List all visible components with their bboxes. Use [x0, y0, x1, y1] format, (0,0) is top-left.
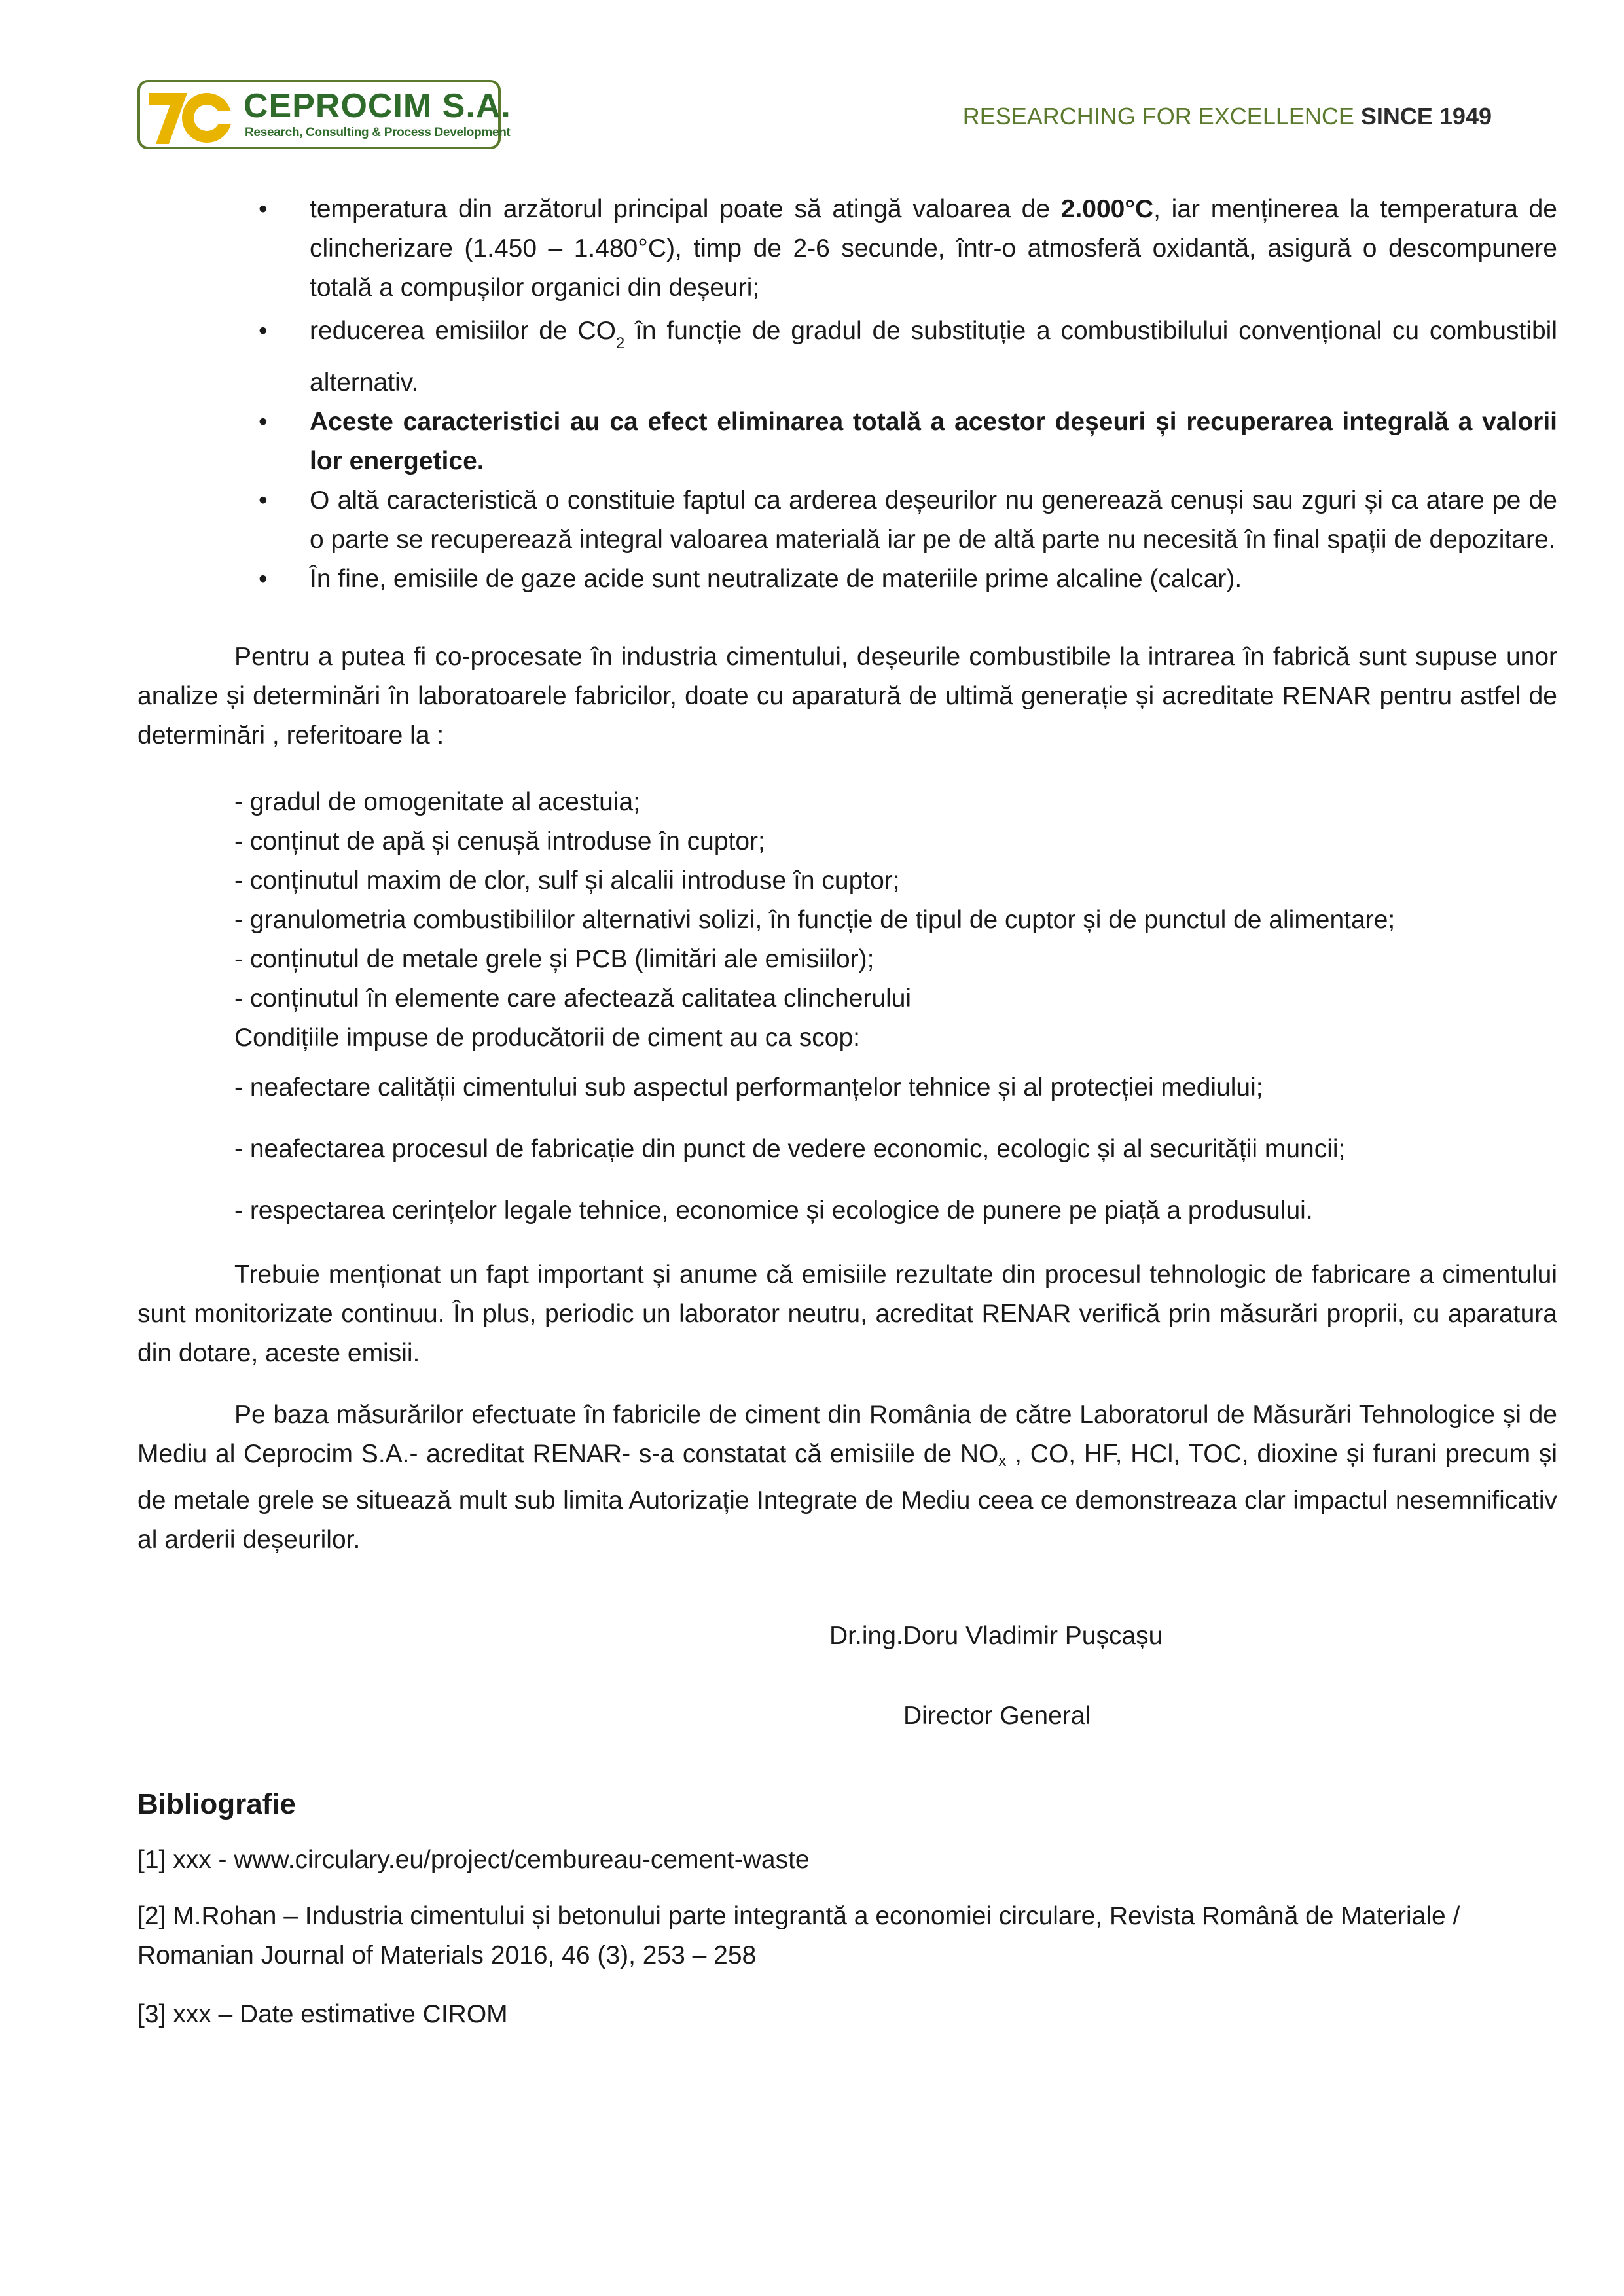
bullet-text: , iar menținerea la temperatura de clincherizare (1.450 – 1.480°C), timp de 2-6 secunde, într-o atmosferă oxidantă, asigură o descompunere totală a compușilor organici din deșeuri; [310, 195, 1557, 302]
bullet-dot: • [259, 565, 268, 593]
list-item: - granulometria combustibililor alternativi solizi, în funcție de tipul de cuptor și de punctul de alimentare; [234, 906, 1396, 934]
bibliography-ref: [1] xxx - www.circulary.eu/project/cembureau-cement-waste [137, 1846, 810, 1874]
signature-name: Dr.ing.Doru Vladimir Pușcașu [829, 1622, 1163, 1650]
paragraph-measurements [137, 1395, 1557, 1560]
list-item: - neafectare calității cimentului sub aspectul performanțelor tehnice și al protecției mediului; [234, 1073, 1263, 1102]
bullet-dot: • [259, 195, 268, 223]
bullet-text: În fine, emisiile de gaze acide sunt neutralizate de materiile prime alcaline (calcar). [310, 565, 1242, 593]
tagline-bold: SINCE 1949 [1360, 103, 1492, 130]
subscript-x: x [998, 1452, 1007, 1470]
analysis-list [234, 783, 1609, 1058]
list-item: - conținutul de metale grele și PCB (limitări ale emisiilor); [234, 945, 875, 973]
list-item: - gradul de omogenitate al acestuia; [234, 788, 641, 816]
conditions-list [234, 1068, 1609, 1253]
paragraph-monitoring: Trebuie menționat un fapt important și anume că emisiile rezultate din procesul tehnologic de fabricare a cimentului sunt monitorizate continuu. În plus, periodic un laborator neutru, acreditat RENAR verifică prin măsurări proprii, cu aparatura din dotare, aceste emisii. [137, 1261, 1557, 1367]
bibliography-title: Bibliografie [137, 1788, 297, 1820]
tagline-regular: RESEARCHING FOR EXCELLENCE [962, 103, 1361, 130]
paragraph-coprocessing: Pentru a putea fi co-procesate în industria cimentului, deșeurile combustibile la intrarea în fabrică sunt supuse unor analize și determinări în laboratoarele fabricilor, doate cu aparatură de ultimă generație și acreditate RENAR pentru astfel de determinări , referitoare la : [137, 643, 1557, 749]
list-item: - conținutul în elemente care afectează calitatea clincherului [234, 984, 912, 1013]
seventy-years-logo-mark [147, 86, 238, 147]
bullet-item [259, 190, 1557, 308]
list-item: - conținut de apă și cenușă introduse în cuptor; [234, 827, 765, 855]
bullet-text: temperatura din arzătorul principal poate să atingă valoarea de [310, 195, 1061, 223]
paragraph-text: Pe baza măsurărilor efectuate în fabricile de ciment din România de către Laboratorul de Măsurări Tehnologice și de Mediu al Ceprocim S.A.- acreditat RENAR- s-a constatat că emisiile de NO [137, 1401, 1557, 1468]
bullet-dot: • [259, 317, 268, 345]
bullet-item [259, 403, 1557, 481]
list-item: Condițiile impuse de producătorii de ciment au ca scop: [234, 1024, 861, 1052]
list-item: - respectarea cerințelor legale tehnice, economice și ecologice de punere pe piață a produsului. [234, 1196, 1313, 1225]
logo-title: CEPROCIM S.A. [244, 87, 511, 125]
header-tagline [963, 103, 1492, 130]
bullet-item [259, 560, 1557, 599]
signature-role: Director General [903, 1702, 1091, 1730]
bullet-text: în funcție de gradul de substituție a combustibilului convențional cu combustibil alternativ. [310, 317, 1557, 397]
bibliography-ref: [3] xxx – Date estimative CIROM [137, 2000, 508, 2028]
list-item: - conținutul maxim de clor, sulf și alcalii introduse în cuptor; [234, 867, 900, 895]
list-item: - neafectarea procesul de fabricație din punct de vedere economic, ecologic și al securității muncii; [234, 1135, 1346, 1163]
paragraph-text: , CO, HF, HCl, TOC, dioxine și furani precum și de metale grele se situează mult sub limita Autorizație Integrate de Mediu ceea ce demonstreaza clar impactul nesemnificativ al arderii deșeurilor. [137, 1440, 1558, 1554]
bullet-text: Aceste caracteristici au ca efect eliminarea totală a acestor deșeuri și recuperarea integrală a valorii lor energetice. [310, 408, 1557, 475]
bullet-item [259, 481, 1557, 560]
logo-subtitle: Research, Consulting & Process Development [245, 126, 511, 139]
bullet-bold-value: 2.000°C [1060, 195, 1154, 223]
company-logo [137, 80, 511, 149]
bullet-text: reducerea emisiilor de CO [310, 317, 616, 345]
subscript-2: 2 [615, 334, 625, 352]
bullet-dot: • [259, 408, 268, 436]
bullet-list [259, 190, 1557, 599]
bullet-item [259, 312, 1557, 403]
bullet-text: O altă caracteristică o constituie faptul ca arderea deșeurilor nu generează cenuși sau zguri și ca atare pe de o parte se recuperează integral valoarea materială iar pe de altă parte nu necesită în final spații de depozitare. [310, 486, 1557, 554]
bullet-dot: • [259, 486, 268, 514]
bibliography-ref: [2] M.Rohan – Industria cimentului și betonului parte integrantă a economiei circulare, Revista Română de Materiale / Romanian Journal of Materials 2016, 46 (3), 253 – 258 [137, 1902, 1460, 1969]
